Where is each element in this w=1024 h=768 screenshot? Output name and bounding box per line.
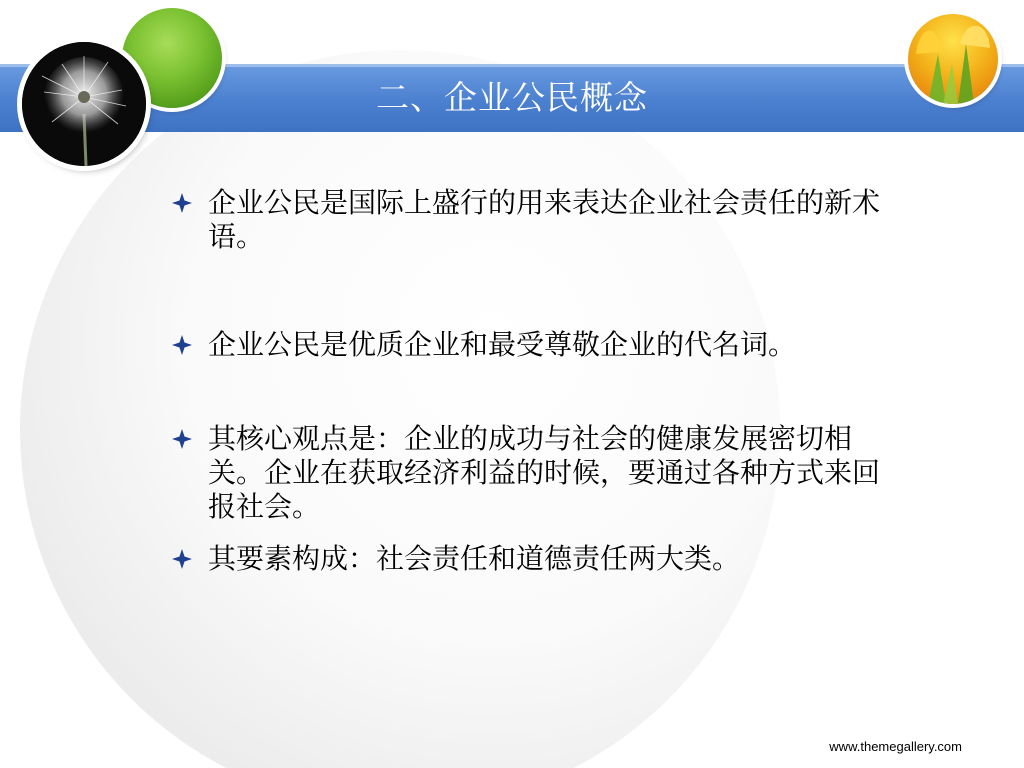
bullet-item <box>172 542 932 576</box>
diamond-star-icon <box>172 193 192 213</box>
bullet-item <box>172 422 932 524</box>
diamond-star-icon <box>172 429 192 449</box>
dandelion-image <box>22 42 146 166</box>
footer-url: www.themegallery.com <box>829 739 962 754</box>
bullet-item <box>172 328 932 362</box>
bullet-text: 其要素构成：社会责任和道德责任两大类。 <box>208 542 741 575</box>
bullet-text: 企业公民是优质企业和最受尊敬企业的代名词。 <box>208 328 797 361</box>
slide-title: 二、企业公民概念 <box>376 78 648 117</box>
tulip-image <box>908 14 998 104</box>
diamond-star-icon <box>172 335 192 355</box>
bullet-text: 企业公民是国际上盛行的用来表达企业社会责任的新术语。 <box>208 186 881 253</box>
diamond-star-icon <box>172 549 192 569</box>
bullet-text: 其核心观点是：企业的成功与社会的健康发展密切相关。企业在获取经济利益的时候，要通过各种方式来回报社会。 <box>208 422 881 523</box>
bullet-list <box>172 186 932 576</box>
bullet-item <box>172 186 932 254</box>
